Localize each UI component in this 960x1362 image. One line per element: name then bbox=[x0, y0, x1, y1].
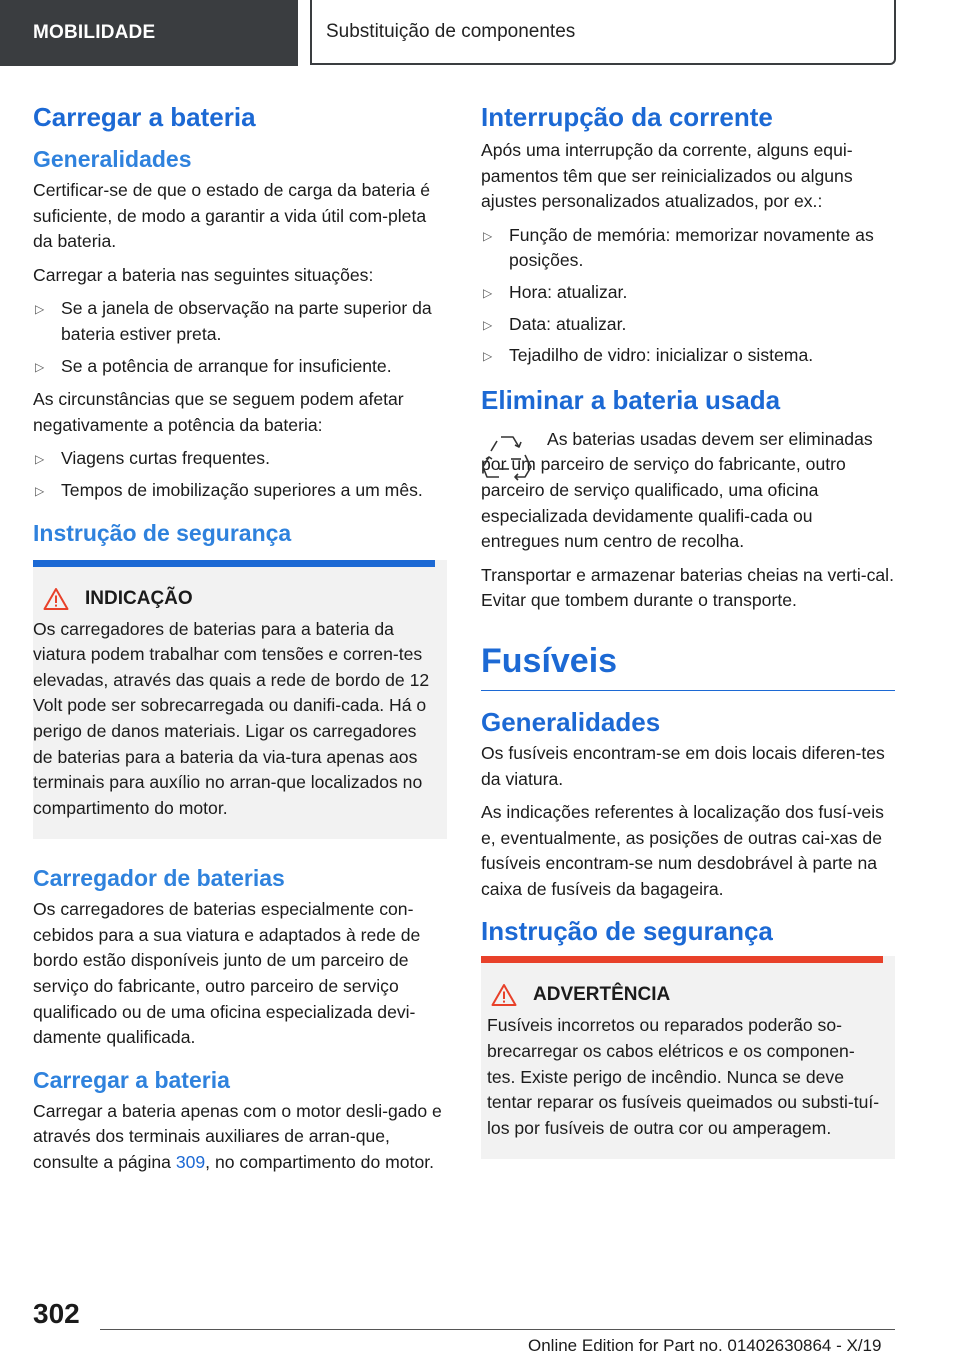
triangle-bullet-icon: ▷ bbox=[35, 483, 45, 498]
disposal-block bbox=[481, 427, 895, 555]
chapter-tab: MOBILIDADE bbox=[0, 0, 298, 66]
triangle-bullet-icon: ▷ bbox=[483, 317, 493, 332]
fuses-general-heading: Generalidades bbox=[481, 706, 661, 737]
right-column bbox=[481, 100, 895, 1183]
list-item: ▷ Data: atualizar. bbox=[481, 312, 895, 338]
list-item: ▷ Função de memória: memorizar novamente as posições. bbox=[483, 224, 874, 271]
section-title: Substituição de componentes bbox=[310, 0, 896, 65]
fuses-safety-heading: Instrução de segurança bbox=[481, 916, 773, 947]
disposal-text-1: As baterias usadas devem ser eliminadas por um parceiro de serviço do fabricante, outro parceiro de serviço qualificado, uma oficina especializada devidamente qualifi-cada ou entregues num centro de recolha. bbox=[481, 428, 873, 552]
general-paragraph-2: Carregar a bateria nas seguintes situações: bbox=[33, 264, 374, 285]
situations-list bbox=[33, 296, 447, 379]
list-item: ▷ Tejadilho de vidro: inicializar o sistema. bbox=[481, 343, 895, 369]
charge-heading: Carregar a bateria bbox=[33, 1066, 230, 1093]
circumstances-list bbox=[33, 446, 447, 503]
notice-bar bbox=[33, 560, 435, 567]
notice-text: Os carregadores de baterias para a bateria da viatura podem trabalhar com tensões e corren-tes elevadas, através das quais a rede de bordo de 12 Volt pode ser sobrecarregada ou danifi-cada. Há o perigo de danos materiais. Ligar os carregadores de baterias para a bateria da via-tura apenas aos terminais para auxílio no arran-que localizados no compartimento do motor. bbox=[33, 618, 430, 818]
page-reference-link[interactable]: 309 bbox=[175, 1152, 206, 1173]
recycle-icon bbox=[481, 429, 533, 485]
indication-notice bbox=[33, 560, 447, 840]
warning-notice bbox=[481, 956, 895, 1159]
left-column bbox=[33, 100, 447, 1184]
triangle-bullet-icon: ▷ bbox=[35, 359, 45, 374]
footer-divider bbox=[100, 1329, 895, 1330]
list-item: ▷ Tempos de imobilização superiores a um mês. bbox=[33, 478, 447, 504]
page-header bbox=[0, 0, 960, 66]
fuses-chapter-title: Fusíveis bbox=[481, 636, 895, 691]
triangle-bullet-icon: ▷ bbox=[483, 349, 493, 364]
interruption-list bbox=[481, 223, 895, 369]
triangle-bullet-icon: ▷ bbox=[35, 302, 45, 317]
disposal-heading: Eliminar a bateria usada bbox=[481, 384, 781, 415]
list-item: ▷ Se a potência de arranque for insuficiente. bbox=[33, 354, 447, 380]
battery-charge-title: Carregar a bateria bbox=[33, 102, 256, 132]
notice-text: Fusíveis incorretos ou reparados poderão so-brecarregar os cabos elétricos e os componen-tes. Existe perigo de incêndio. Nunca se deve tentar reparar os fusíveis queimados ou substi-tuí-los por fusíveis de outra cor ou amperagem. bbox=[487, 1015, 880, 1138]
charger-text: Os carregadores de baterias especialmente con-cebidos para a sua viatura e adaptados à rede de bordo estão disponíveis junto de um parceiro de serviço do fabricante, outro parceiro de serviço qualificado ou de uma oficina especializada devi-damente qualificada. bbox=[33, 899, 421, 1048]
fuses-paragraph-2: As indicações referentes à localização dos fusí-veis e, eventualmente, as posições de outras cai-xas de fusíveis encontram-se num desdobrável à parte na caixa de fusíveis da bagageira. bbox=[481, 802, 884, 899]
page-number: 302 bbox=[33, 1298, 80, 1329]
fuses-paragraph-1: Os fusíveis encontram-se em dois locais diferen-tes da viatura. bbox=[481, 742, 885, 789]
triangle-bullet-icon: ▷ bbox=[483, 285, 493, 300]
edition-text: Online Edition for Part no. 01402630864 - X/19 bbox=[528, 1336, 882, 1355]
charger-heading: Carregador de baterias bbox=[33, 865, 285, 892]
general-paragraph-1: Certificar-se de que o estado de carga da bateria é suficiente, de modo a garantir a vida útil com-pleta da bateria. bbox=[33, 180, 431, 252]
list-item: ▷ Viagens curtas frequentes. bbox=[33, 446, 447, 472]
general-paragraph-3: As circunstâncias que se seguem podem afetar negativamente a potência da bateria: bbox=[33, 389, 404, 435]
notice-label: INDICAÇÃO bbox=[85, 587, 193, 609]
disposal-text-2: Transportar e armazenar baterias cheias na verti-cal. Evitar que tombem durante o transporte. bbox=[481, 564, 894, 611]
warning-triangle-icon bbox=[43, 587, 69, 611]
interruption-heading: Interrupção da corrente bbox=[481, 102, 773, 132]
warning-triangle-icon bbox=[491, 983, 517, 1007]
safety-heading: Instrução de segurança bbox=[33, 519, 292, 546]
interruption-text: Após uma interrupção da corrente, alguns equi-pamentos têm que ser reinicializados ou alguns ajustes personalizados atualizados, por ex.: bbox=[481, 140, 853, 212]
triangle-bullet-icon: ▷ bbox=[483, 228, 493, 243]
notice-bar bbox=[481, 956, 883, 963]
general-heading: Generalidades bbox=[33, 146, 192, 172]
notice-label: ADVERTÊNCIA bbox=[533, 984, 671, 1006]
triangle-bullet-icon: ▷ bbox=[35, 452, 45, 467]
list-item: ▷ Se a janela de observação na parte superior da bateria estiver preta. bbox=[35, 298, 432, 344]
list-item: ▷ Hora: atualizar. bbox=[481, 280, 895, 306]
charge-text: Carregar a bateria apenas com o motor desli-gado e através dos terminais auxiliares de arran-que, consulte a página 309, no compartimento do motor. bbox=[33, 1100, 442, 1173]
